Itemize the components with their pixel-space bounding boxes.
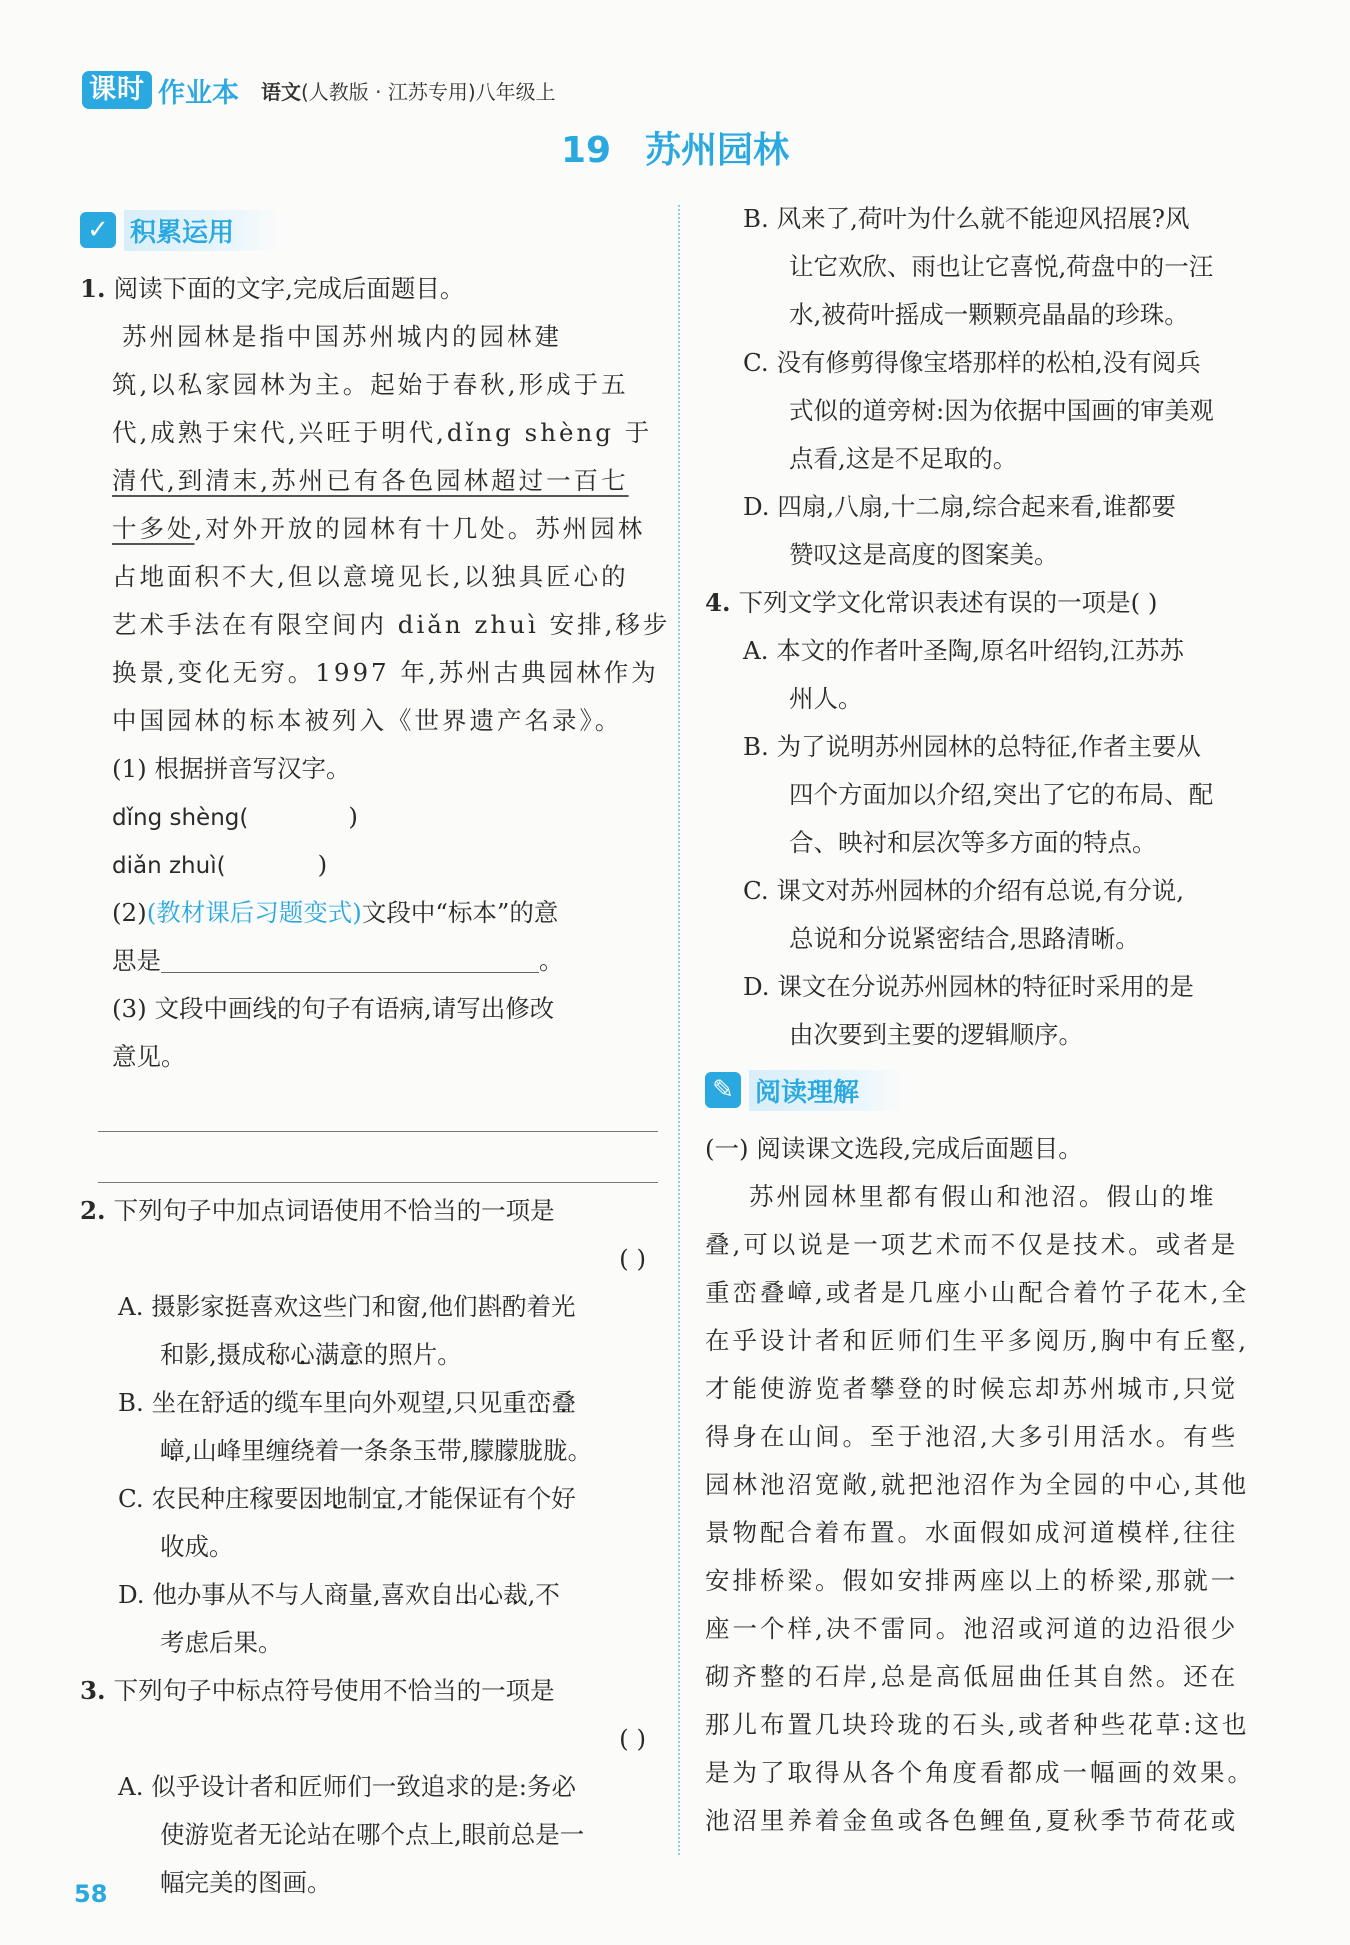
question-2-stem: 2. 下列句子中加点词语使用不恰当的一项是 xyxy=(80,1196,555,1225)
textbook-variant-tag: (教材课后习题变式) xyxy=(146,898,362,927)
reading-passage-line: 苏州园林里都有假山和池沼。假山的堆 xyxy=(749,1182,1217,1211)
logo-text: 作业本 xyxy=(158,77,239,109)
sub-question-3: (3) 文段中画线的句子有语病,请写出修改 xyxy=(112,994,555,1023)
reading-passage-line: 安排桥梁。假如安排两座以上的桥梁,那就一 xyxy=(705,1566,1239,1595)
reading-passage-line: 景物配合着布置。水面假如成河道模样,往往 xyxy=(705,1518,1239,1547)
option-b-line3: 水,被荷叶摇成一颗颗亮晶晶的珍珠。 xyxy=(789,300,1189,329)
passage-line: 代,成熟于宋代,兴旺于明代,dǐng shèng 于 xyxy=(112,418,653,447)
option-c-line2: 收成。 xyxy=(160,1532,234,1561)
passage-line: 占地面积不大,但以意境见长,以独具匠心的 xyxy=(112,562,629,591)
sub-question-3-line2: 意见。 xyxy=(112,1042,186,1071)
option-d-line2: 由次要到主要的逻辑顺序。 xyxy=(789,1020,1083,1049)
option-b-line3: 合、映衬和层次等多方面的特点。 xyxy=(789,828,1157,857)
reading-passage-line: 园林池沼宽敞,就把池沼作为全园的中心,其他 xyxy=(705,1470,1250,1499)
passage-line: 换景,变化无穷。1997 年,苏州古典园林作为 xyxy=(112,658,659,687)
sub-question-2-line2: 思是 。 xyxy=(112,946,564,975)
answer-paren[interactable]: ( ) xyxy=(619,1244,646,1273)
section-header-reading xyxy=(705,1069,1280,1111)
option-c-line3: 点看,这是不足取的。 xyxy=(789,444,1018,473)
option-b-line2: 嶂,山峰里缠绕着一条条玉带,朦朦胧胧。 xyxy=(160,1436,593,1465)
option-b-line2: 让它欢欣、雨也让它喜悦,荷盘中的一汪 xyxy=(789,252,1214,281)
passage-line-underlined: 清代,到清末,苏州已有各色园林超过一百七 xyxy=(112,466,629,495)
section-label: 积累运用 xyxy=(124,210,280,251)
option-d-line1: D. 他办事从不与人商量,喜欢自出心裁,不 xyxy=(118,1580,560,1609)
lesson-name: 苏州园林 xyxy=(645,130,790,171)
option-a-line1: A. 摄影家挺喜欢这些门和窗,他们斟酌着光 xyxy=(118,1292,576,1321)
reading-passage-line: 才能使游览者攀登的时候忘却苏州城市,只觉 xyxy=(705,1374,1239,1403)
option-b-line2: 四个方面加以介绍,突出了它的布局、配 xyxy=(789,780,1214,809)
reading-passage-line: 重峦叠嶂,或者是几座小山配合着竹子花木,全 xyxy=(705,1278,1250,1307)
option-c-line1: C. 没有修剪得像宝塔那样的松柏,没有阅兵 xyxy=(743,348,1201,377)
question-4-stem: 4. 下列文学文化常识表述有误的一项是( ) xyxy=(705,588,1158,617)
subject-name: 语文 xyxy=(261,79,301,104)
passage-line: 苏州园林是指中国苏州城内的园林建 xyxy=(122,322,562,351)
logo-box: 课时 xyxy=(82,71,152,109)
option-b-line1: B. 风来了,荷叶为什么就不能迎风招展?风 xyxy=(743,204,1190,233)
reading-passage-line: 是为了取得从各个角度看都成一幅画的效果。 xyxy=(705,1758,1255,1787)
subject-edition: (人教版 · 江苏专用)八年级上 xyxy=(301,79,556,104)
pinyin-prompt-1: dǐng shèng( ) xyxy=(112,802,358,831)
passage-line: 筑,以私家园林为主。起始于春秋,形成于五 xyxy=(112,370,629,399)
section-header-accumulate xyxy=(80,209,658,251)
option-a-line2: 使游览者无论站在哪个点上,眼前总是一 xyxy=(160,1820,585,1849)
option-a-line1: A. 本文的作者叶圣陶,原名叶绍钧,江苏苏 xyxy=(743,636,1184,665)
sub-question-1: (1) 根据拼音写汉字。 xyxy=(112,754,351,783)
option-a-line2: 和影,摄成称心满意的照片。 xyxy=(160,1340,462,1369)
option-b-line1: B. 坐在舒适的缆车里向外观望,只见重峦叠 xyxy=(118,1388,576,1417)
passage-line: 中国园林的标本被列入《世界遗产名录》。 xyxy=(112,706,623,735)
reading-passage-line: 叠,可以说是一项艺术而不仅是技术。或者是 xyxy=(705,1230,1239,1259)
left-column xyxy=(80,205,671,1907)
answer-line[interactable] xyxy=(98,1132,658,1183)
reading-passage-line: 池沼里养着金鱼或各色鲤鱼,夏秋季节荷花或 xyxy=(705,1806,1239,1835)
reading-passage-line: 那儿布置几块玲珑的石头,或者种些花草:这也 xyxy=(705,1710,1250,1739)
header xyxy=(82,70,556,110)
option-c-line2: 式似的道旁树:因为依据中国画的审美观 xyxy=(789,396,1214,425)
reading-passage-line: 砌齐整的石岸,总是高低屈曲任其自然。还在 xyxy=(705,1662,1239,1691)
answer-line[interactable] xyxy=(98,1081,658,1132)
question-1-stem: 1. 阅读下面的文字,完成后面题目。 xyxy=(80,274,465,303)
right-column xyxy=(705,195,1280,1845)
page-number: 58 xyxy=(74,1880,108,1908)
underlined-segment: 十多处 xyxy=(112,514,195,543)
option-a-line3: 幅完美的图画。 xyxy=(160,1868,332,1897)
checkbox-icon: ✓ xyxy=(80,212,116,248)
option-b-line1: B. 为了说明苏州园林的总特征,作者主要从 xyxy=(743,732,1201,761)
section-label: 阅读理解 xyxy=(749,1070,905,1111)
pencil-icon: ✎ xyxy=(705,1072,741,1108)
option-a-line1: A. 似乎设计者和匠师们一致追求的是:务必 xyxy=(118,1772,577,1801)
passage-line: 艺术手法在有限空间内 diǎn zhuì 安排,移步 xyxy=(112,610,671,639)
option-d-line1: D. 四扇,八扇,十二扇,综合起来看,谁都要 xyxy=(743,492,1176,521)
logo xyxy=(82,71,239,110)
answer-blank[interactable] xyxy=(161,948,539,973)
column-divider xyxy=(678,205,680,1855)
lesson-number: 19 xyxy=(560,130,612,171)
reading-passage-line: 座一个样,决不雷同。池沼或河道的边沿很少 xyxy=(705,1614,1239,1643)
subject-label xyxy=(261,76,556,105)
option-c-line1: C. 农民种庄稼要因地制宜,才能保证有个好 xyxy=(118,1484,576,1513)
answer-paren[interactable]: ( ) xyxy=(619,1724,646,1753)
option-c-line2: 总说和分说紧密结合,思路清晰。 xyxy=(789,924,1140,953)
passage-line-rest: ,对外开放的园林有十几处。苏州园林 xyxy=(194,514,646,543)
option-c-line1: C. 课文对苏州园林的介绍有总说,有分说, xyxy=(743,876,1185,905)
passage-line xyxy=(80,505,658,553)
reading-passage-line: 得身在山间。至于池沼,大多引用活水。有些 xyxy=(705,1422,1239,1451)
lesson-title xyxy=(0,122,1350,173)
option-d-line2: 考虑后果。 xyxy=(160,1628,283,1657)
question-3-stem: 3. 下列句子中标点符号使用不恰当的一项是 xyxy=(80,1676,555,1705)
pinyin-prompt-2: diǎn zhuì( ) xyxy=(112,850,328,879)
option-a-line2: 州人。 xyxy=(789,684,863,713)
reading-passage-line: 在乎设计者和匠师们生平多阅历,胸中有丘壑, xyxy=(705,1326,1250,1355)
reading-stem: (一) 阅读课文选段,完成后面题目。 xyxy=(705,1134,1083,1163)
option-d-line1: D. 课文在分说苏州园林的特征时采用的是 xyxy=(743,972,1194,1001)
sub-question-2: (2)(教材课后习题变式)文段中“标本”的意 xyxy=(112,898,559,927)
option-d-line2: 赞叹这是高度的图案美。 xyxy=(789,540,1059,569)
